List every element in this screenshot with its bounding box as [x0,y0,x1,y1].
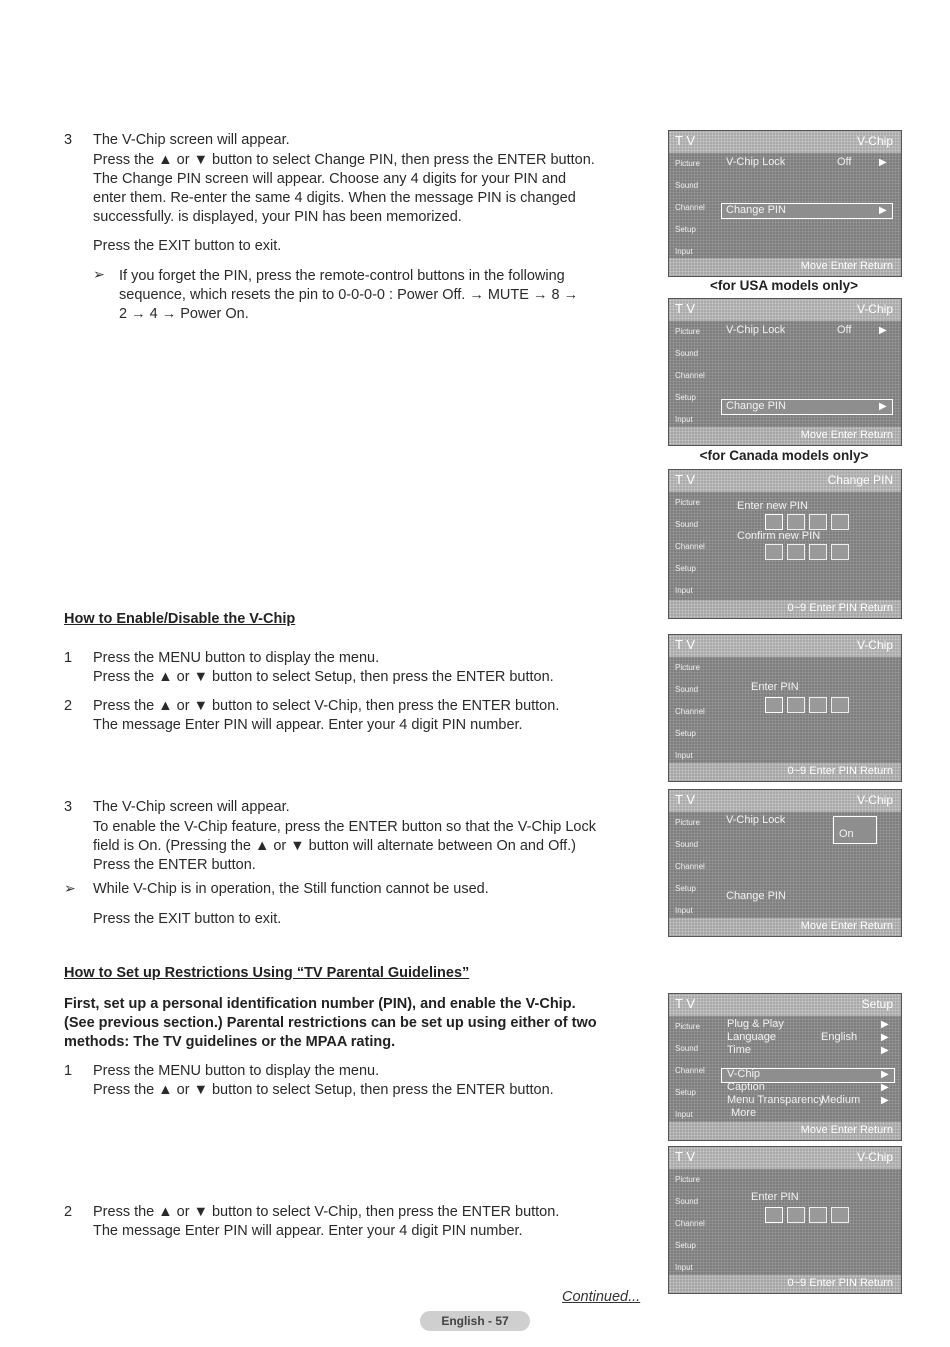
side-item: Sound [675,840,699,849]
step-line: Press the ▲ or ▼ button to select V-Chip, then press the ENTER button. [93,698,560,714]
side-item: Picture [675,663,700,672]
menu-row: Change PIN [726,890,786,902]
note-line: If you forget the PIN, press the remote-control buttons in the following [119,268,565,284]
side-item: Setup [675,1088,696,1097]
menu-row: Caption [727,1081,765,1093]
arrow-right-icon: ▶ [879,157,887,168]
step-line: field is On. (Pressing the ▲ or ▼ button will alternate between On and Off.) [93,838,577,854]
intro-line: (See previous section.) Parental restrictions can be set up using either of two [64,1015,597,1031]
arrow-right-icon: ▶ [881,1069,889,1080]
pin-box [787,697,805,713]
tv-label: T V [675,637,695,652]
screen-title: V-Chip [856,793,893,807]
side-menu [669,812,711,918]
continued-label: Continued... [562,1289,641,1305]
side-item: Sound [675,1044,699,1053]
tv-label: T V [675,301,695,316]
tv-screen-vchip-lock [668,789,902,937]
screen-footer: 0~9 Enter PIN Return [787,602,893,614]
step-line: Press the MENU button to display the menu. [93,650,380,666]
menu-row: Enter new PIN [737,500,808,512]
menu-row: Confirm new PIN [737,530,821,542]
menu-value: Off [837,324,852,336]
note-arrow-icon: ➢ [93,266,105,282]
menu-row: Menu Transparency [727,1094,825,1106]
step-line: Press the MENU button to display the menu. [93,1063,380,1079]
step-line: Press the EXIT button to exit. [93,238,282,254]
screen-title: Setup [861,997,893,1011]
step-line: The V-Chip screen will appear. [93,799,290,815]
pin-box [787,1207,805,1223]
step-line: To enable the V-Chip feature, press the ENTER button so that the V-Chip Lock [93,819,596,835]
pin-box [765,697,783,713]
pin-box [831,697,849,713]
side-item: Sound [675,181,699,190]
arrow-right-icon: ▶ [879,205,887,216]
side-item: Channel [675,203,705,212]
step-line: The message Enter PIN will appear. Enter your 4 digit PIN number. [93,717,523,733]
step-line: successfully. is displayed, your PIN has been memorized. [93,209,462,225]
step-line: Press the ▲ or ▼ button to select Setup, then press the ENTER button. [93,1082,554,1098]
step-line: Press the ENTER button. [93,857,256,873]
tv-screen-change-pin [668,469,902,619]
arrow-right-icon: ▶ [881,1019,889,1030]
side-item: Picture [675,1022,700,1031]
caption-canada: <for Canada models only> [699,448,869,463]
tv-label: T V [675,472,695,487]
note-line: 2 → 4 → Power On. [119,306,249,322]
caption-usa: <for USA models only> [709,278,859,293]
note-arrow-icon: ➢ [64,880,76,896]
step-number: 3 [64,132,73,148]
side-item: Input [675,586,693,595]
side-item: Setup [675,225,696,234]
menu-row: V-Chip [727,1068,761,1080]
pin-box [765,544,783,560]
step-number: 3 [64,799,73,815]
side-menu [669,492,711,600]
step-line: Press the EXIT button to exit. [93,911,282,927]
screen-title: V-Chip [856,638,893,652]
side-item: Sound [675,520,699,529]
pin-box [809,514,827,530]
step-line: The Change PIN screen will appear. Choose any 4 digits for your PIN and [93,171,567,187]
menu-value: On [839,828,854,840]
pin-box [765,514,783,530]
tv-screen-vchip-canada [668,298,902,446]
step-line: The V-Chip screen will appear. [93,132,290,148]
side-menu [669,1169,711,1275]
menu-row: V-Chip Lock [726,156,786,168]
side-item: Picture [675,818,700,827]
menu-row: Change PIN [726,204,786,216]
side-item: Picture [675,327,700,336]
section-heading: How to Enable/Disable the V-Chip [64,611,296,627]
menu-row: Enter PIN [751,1191,799,1203]
side-item: Channel [675,1219,705,1228]
screen-footer: 0~9 Enter PIN Return [787,765,893,777]
screen-footer: 0~9 Enter PIN Return [787,1277,893,1289]
arrow-right-icon: ▶ [881,1095,889,1106]
side-item: Picture [675,1175,700,1184]
screen-title: Change PIN [827,473,893,487]
step-line: Press the ▲ or ▼ button to select Change PIN, then press the ENTER button. [93,152,595,168]
step-number: 1 [64,650,73,666]
pin-box [831,514,849,530]
side-item: Setup [675,729,696,738]
pin-box [831,1207,849,1223]
pin-box [787,514,805,530]
menu-row: V-Chip Lock [726,814,786,826]
pin-box [787,544,805,560]
side-item: Input [675,1263,693,1272]
tv-label: T V [675,996,695,1011]
menu-row: V-Chip Lock [726,324,786,336]
page-number: English - 57 [420,1311,530,1331]
step-line: Press the ▲ or ▼ button to select Setup, then press the ENTER button. [93,669,554,685]
side-item: Sound [675,349,699,358]
step-number: 2 [64,1204,73,1220]
tv-label: T V [675,792,695,807]
tv-screen-enter-pin [668,634,902,782]
side-item: Setup [675,1241,696,1250]
menu-row: Enter PIN [751,681,799,693]
pin-box [809,697,827,713]
side-item: Channel [675,542,705,551]
step-line: Press the ▲ or ▼ button to select V-Chip, then press the ENTER button. [93,1204,560,1220]
screen-footer: Move Enter Return [800,920,893,932]
step-line: The message Enter PIN will appear. Enter your 4 digit PIN number. [93,1223,523,1239]
tv-label: T V [675,1149,695,1164]
side-item: Channel [675,707,705,716]
side-item: Input [675,751,693,760]
tv-screen-enter-pin-2 [668,1146,902,1294]
note-line: sequence, which resets the pin to 0-0-0-0 : Power Off. → MUTE → 8 → [119,287,579,303]
section-heading: How to Set up Restrictions Using “TV Parental Guidelines” [64,965,470,981]
side-item: Sound [675,685,699,694]
intro-line: methods: The TV guidelines or the MPAA rating. [64,1034,396,1050]
side-item: Setup [675,884,696,893]
side-item: Input [675,906,693,915]
side-item: Input [675,247,693,256]
intro-line: First, set up a personal identification number (PIN), and enable the V-Chip. [64,996,576,1012]
pin-box [831,544,849,560]
arrow-right-icon: ▶ [879,325,887,336]
side-item: Sound [675,1197,699,1206]
menu-row: Change PIN [726,400,786,412]
menu-row: More [731,1107,757,1119]
side-item: Input [675,1110,693,1119]
step-line: enter them. Re-enter the same 4 digits. When the message PIN is changed [93,190,576,206]
menu-value: English [821,1031,858,1043]
menu-row: Language [727,1031,776,1043]
arrow-right-icon: ▶ [881,1082,889,1093]
screen-title: V-Chip [856,134,893,148]
side-item: Setup [675,393,696,402]
side-menu [669,321,711,427]
step-number: 1 [64,1063,73,1079]
screen-footer: Move Enter Return [800,429,893,441]
side-menu [669,657,711,763]
tv-screen-vchip-usa [668,130,902,277]
menu-row: Plug & Play [727,1018,784,1030]
menu-value: Off [837,156,852,168]
pin-box [809,1207,827,1223]
menu-row: Time [727,1044,752,1056]
side-menu [669,153,711,258]
screen-footer: Move Enter Return [800,1124,893,1136]
side-item: Setup [675,564,696,573]
side-menu [669,1016,711,1122]
screen-title: V-Chip [856,1150,893,1164]
side-item: Channel [675,862,705,871]
arrow-right-icon: ▶ [879,401,887,412]
pin-box [809,544,827,560]
step-number: 2 [64,698,73,714]
side-item: Picture [675,159,700,168]
tv-label: T V [675,133,695,148]
menu-value: Medium [821,1094,861,1106]
screen-footer: Move Enter Return [800,260,893,272]
arrow-right-icon: ▶ [881,1045,889,1056]
tv-screen-setup [668,993,902,1141]
side-item: Channel [675,371,705,380]
pin-box [765,1207,783,1223]
arrow-right-icon: ▶ [881,1032,889,1043]
note-line: While V-Chip is in operation, the Still function cannot be used. [93,881,489,897]
side-item: Input [675,415,693,424]
side-item: Channel [675,1066,705,1075]
side-item: Picture [675,498,700,507]
screen-title: V-Chip [856,302,893,316]
